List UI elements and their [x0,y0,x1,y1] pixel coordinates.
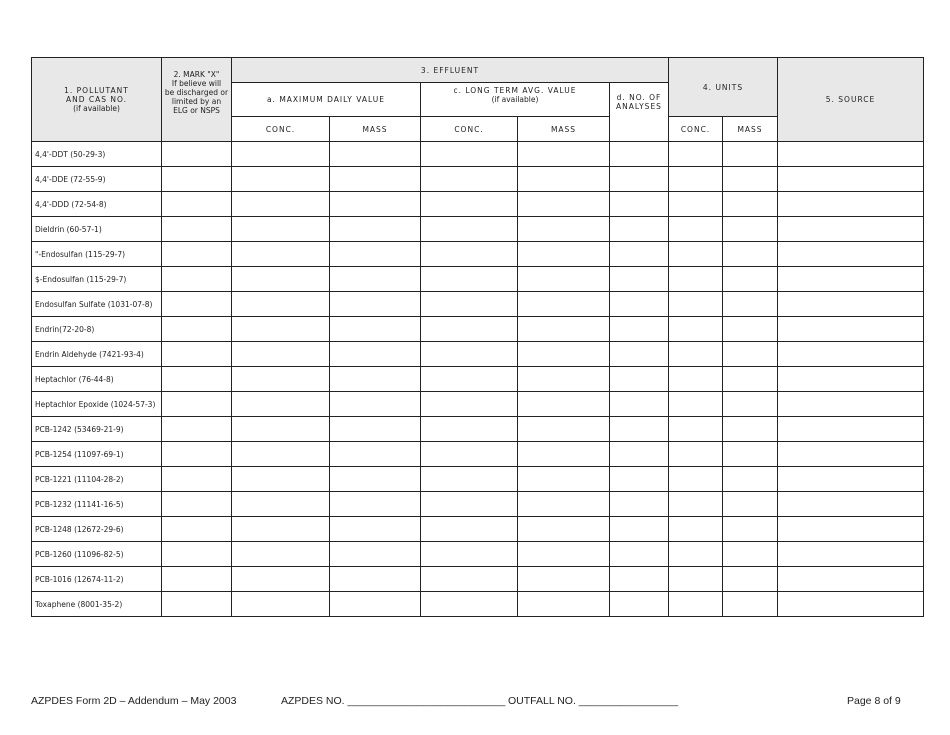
lt-mass-cell[interactable] [518,292,610,317]
max-mass-cell[interactable] [330,542,421,567]
source-cell[interactable] [778,192,924,217]
analyses-cell[interactable] [610,367,669,392]
pollutant-header [32,58,162,142]
table-row [32,342,924,367]
pollutant-name: 4,4'-DDE (72-55-9) [32,167,162,192]
source-cell[interactable] [778,292,924,317]
lt-mass-cell[interactable] [518,442,610,467]
lt-mass-cell[interactable] [518,242,610,267]
header-line: (if available) [491,95,539,104]
units-conc-cell[interactable] [669,492,723,517]
mark-x-header [162,58,232,142]
analyses-cell[interactable] [610,467,669,492]
table-row [32,492,924,517]
mark-x-cell[interactable] [162,567,232,592]
header-line: AND CAS NO. [65,95,127,104]
table-row [32,417,924,442]
lt-mass-cell[interactable] [518,417,610,442]
analyses-cell[interactable] [610,592,669,617]
lt-conc-cell[interactable] [421,542,518,567]
analyses-cell[interactable] [610,317,669,342]
max-mass-cell[interactable] [330,292,421,317]
table-row [32,167,924,192]
max-mass-cell[interactable] [330,367,421,392]
analyses-cell[interactable] [610,517,669,542]
units-mass-cell[interactable] [723,467,778,492]
units-conc-cell[interactable] [669,217,723,242]
max-conc-cell[interactable] [232,592,330,617]
analyses-cell[interactable] [610,217,669,242]
source-cell[interactable] [778,142,924,167]
pollutant-name: Heptachlor Epoxide (1024-57-3) [32,392,162,417]
pollutant-name: 4,4'-DDD (72-54-8) [32,192,162,217]
header-line: 1. POLLUTANT [64,86,129,95]
units-mass-cell[interactable] [723,367,778,392]
lt-conc-cell[interactable] [421,167,518,192]
pollutant-name: PCB-1254 (11097-69-1) [32,442,162,467]
pollutant-name: $-Endosulfan (115-29-7) [32,267,162,292]
form-id: AZPDES Form 2D – Addendum – May 2003 [31,695,237,707]
max-conc-cell[interactable] [232,267,330,292]
pollutant-name: "-Endosulfan (115-29-7) [32,242,162,267]
analyses-header [610,83,669,142]
pollutant-name: PCB-1221 (11104-28-2) [32,467,162,492]
source-cell[interactable] [778,342,924,367]
mark-x-cell[interactable] [162,392,232,417]
units-mass-cell[interactable] [723,492,778,517]
max-mass-cell[interactable] [330,417,421,442]
analyses-cell[interactable] [610,392,669,417]
table-row [32,567,924,592]
analyses-cell[interactable] [610,567,669,592]
analyses-cell[interactable] [610,342,669,367]
units-conc-header: CONC. [669,117,723,142]
units-mass-cell[interactable] [723,567,778,592]
max-conc-cell[interactable] [232,517,330,542]
lt-mass-cell[interactable] [518,317,610,342]
table-row [32,592,924,617]
max-conc-cell[interactable] [232,167,330,192]
lt-conc-cell[interactable] [421,267,518,292]
source-cell[interactable] [778,242,924,267]
lt-mass-cell[interactable] [518,217,610,242]
lt-mass-cell[interactable] [518,367,610,392]
table-row [32,442,924,467]
lt-mass-cell[interactable] [518,492,610,517]
pollutant-name: PCB-1232 (11141-16-5) [32,492,162,517]
source-cell[interactable] [778,167,924,192]
mark-x-cell[interactable] [162,242,232,267]
mark-x-cell[interactable] [162,167,232,192]
max-mass-cell[interactable] [330,567,421,592]
lt-conc-header: CONC. [421,117,518,142]
header-line: (if available) [73,104,120,113]
max-conc-cell[interactable] [232,217,330,242]
source-cell[interactable] [778,542,924,567]
units-mass-cell[interactable] [723,542,778,567]
lt-conc-cell[interactable] [421,292,518,317]
lt-conc-cell[interactable] [421,492,518,517]
mark-x-cell[interactable] [162,467,232,492]
units-mass-cell[interactable] [723,392,778,417]
mark-x-cell[interactable] [162,542,232,567]
max-mass-cell[interactable] [330,392,421,417]
units-mass-cell[interactable] [723,267,778,292]
max-conc-cell[interactable] [232,142,330,167]
lt-mass-cell[interactable] [518,192,610,217]
pollutant-name: Toxaphene (8001-35-2) [32,592,162,617]
lt-conc-cell[interactable] [421,417,518,442]
table-row [32,192,924,217]
source-cell[interactable] [778,267,924,292]
lt-conc-cell[interactable] [421,242,518,267]
max-mass-cell[interactable] [330,217,421,242]
analyses-cell[interactable] [610,242,669,267]
units-conc-cell[interactable] [669,242,723,267]
units-mass-cell[interactable] [723,292,778,317]
source-cell[interactable] [778,492,924,517]
max-conc-cell[interactable] [232,242,330,267]
units-conc-cell[interactable] [669,167,723,192]
max-mass-cell[interactable] [330,317,421,342]
max-mass-header: MASS [330,117,421,142]
units-header: 4. UNITS [669,58,778,117]
lt-conc-cell[interactable] [421,367,518,392]
units-conc-cell[interactable] [669,542,723,567]
pollutant-name: PCB-1260 (11096-82-5) [32,542,162,567]
table-row [32,292,924,317]
max-conc-cell[interactable] [232,292,330,317]
units-mass-cell[interactable] [723,417,778,442]
units-conc-cell[interactable] [669,142,723,167]
header-line: d. NO. OF [616,93,662,102]
units-mass-cell[interactable] [723,242,778,267]
lt-conc-cell[interactable] [421,192,518,217]
units-mass-cell[interactable] [723,192,778,217]
units-conc-cell[interactable] [669,442,723,467]
lt-mass-cell[interactable] [518,542,610,567]
max-conc-cell[interactable] [232,417,330,442]
lt-conc-cell[interactable] [421,517,518,542]
header-line: limited by an [171,97,222,106]
max-mass-cell[interactable] [330,517,421,542]
mark-x-cell[interactable] [162,192,232,217]
analyses-cell[interactable] [610,142,669,167]
source-cell[interactable] [778,217,924,242]
source-cell[interactable] [778,592,924,617]
analyses-cell[interactable] [610,267,669,292]
source-cell[interactable] [778,442,924,467]
lt-conc-cell[interactable] [421,442,518,467]
outfall-number-field: OUTFALL NO. _________________ [508,695,679,707]
max-mass-cell[interactable] [330,442,421,467]
units-conc-cell[interactable] [669,192,723,217]
lt-conc-cell[interactable] [421,342,518,367]
lt-mass-cell[interactable] [518,517,610,542]
mark-x-cell[interactable] [162,342,232,367]
units-conc-cell[interactable] [669,342,723,367]
mark-x-cell[interactable] [162,592,232,617]
table-row [32,392,924,417]
lt-conc-cell[interactable] [421,217,518,242]
max-mass-cell[interactable] [330,267,421,292]
analyses-cell[interactable] [610,192,669,217]
source-cell[interactable] [778,467,924,492]
analyses-cell[interactable] [610,492,669,517]
units-mass-cell[interactable] [723,167,778,192]
table-row [32,267,924,292]
lt-mass-cell[interactable] [518,342,610,367]
max-mass-cell[interactable] [330,592,421,617]
long-term-header [421,83,610,117]
effluent-header: 3. EFFLUENT [232,58,669,83]
mark-x-cell[interactable] [162,217,232,242]
units-mass-cell[interactable] [723,217,778,242]
pollutant-name: Endrin(72-20-8) [32,317,162,342]
lt-conc-cell[interactable] [421,467,518,492]
mark-x-cell[interactable] [162,142,232,167]
header-line: be discharged or [164,88,229,97]
max-mass-cell[interactable] [330,467,421,492]
units-conc-cell[interactable] [669,517,723,542]
units-conc-cell[interactable] [669,417,723,442]
header-line: 2. MARK "X" [173,70,220,79]
analyses-cell[interactable] [610,442,669,467]
lt-mass-cell[interactable] [518,167,610,192]
lt-mass-cell[interactable] [518,142,610,167]
source-cell[interactable] [778,517,924,542]
units-conc-cell[interactable] [669,567,723,592]
max-conc-header: CONC. [232,117,330,142]
mark-x-cell[interactable] [162,317,232,342]
units-mass-cell[interactable] [723,442,778,467]
analyses-cell[interactable] [610,542,669,567]
units-conc-cell[interactable] [669,592,723,617]
max-mass-cell[interactable] [330,242,421,267]
max-conc-cell[interactable] [232,342,330,367]
mark-x-cell[interactable] [162,442,232,467]
max-conc-cell[interactable] [232,442,330,467]
units-mass-cell[interactable] [723,317,778,342]
mark-x-cell[interactable] [162,492,232,517]
lt-mass-cell[interactable] [518,467,610,492]
pollutant-name: Dieldrin (60-57-1) [32,217,162,242]
lt-mass-cell[interactable] [518,592,610,617]
lt-conc-cell[interactable] [421,317,518,342]
lt-conc-cell[interactable] [421,592,518,617]
mark-x-cell[interactable] [162,267,232,292]
pollutant-name: Endrin Aldehyde (7421-93-4) [32,342,162,367]
header-line: c. LONG TERM AVG. VALUE [453,86,577,95]
lt-conc-cell[interactable] [421,567,518,592]
azpdes-number-field: AZPDES NO. ___________________________ [281,695,506,707]
table-row [32,517,924,542]
pollutant-name: Heptachlor (76-44-8) [32,367,162,392]
units-conc-cell[interactable] [669,367,723,392]
max-conc-cell[interactable] [232,567,330,592]
pollutant-name: Endosulfan Sulfate (1031-07-8) [32,292,162,317]
table-row [32,317,924,342]
pollutant-name: 4,4'-DDT (50-29-3) [32,142,162,167]
max-mass-cell[interactable] [330,342,421,367]
table-row [32,142,924,167]
max-mass-cell[interactable] [330,492,421,517]
source-cell[interactable] [778,367,924,392]
lt-mass-cell[interactable] [518,392,610,417]
units-mass-cell[interactable] [723,142,778,167]
table-row [32,467,924,492]
source-cell[interactable] [778,417,924,442]
lt-conc-cell[interactable] [421,392,518,417]
analyses-cell[interactable] [610,417,669,442]
max-mass-cell[interactable] [330,142,421,167]
max-conc-cell[interactable] [232,317,330,342]
units-conc-cell[interactable] [669,267,723,292]
max-daily-header: a. MAXIMUM DAILY VALUE [232,83,421,117]
pollutant-name: PCB-1016 (12674-11-2) [32,567,162,592]
max-conc-cell[interactable] [232,192,330,217]
max-conc-cell[interactable] [232,467,330,492]
table-row [32,217,924,242]
mark-x-cell[interactable] [162,367,232,392]
max-mass-cell[interactable] [330,167,421,192]
mark-x-cell[interactable] [162,517,232,542]
mark-x-cell[interactable] [162,417,232,442]
table-row [32,367,924,392]
analyses-cell[interactable] [610,292,669,317]
header-line: ANALYSES [616,102,662,111]
max-conc-cell[interactable] [232,392,330,417]
lt-conc-cell[interactable] [421,142,518,167]
pollutant-name: PCB-1248 (12672-29-6) [32,517,162,542]
units-conc-cell[interactable] [669,317,723,342]
header-line: ELG or NSPS [173,106,220,115]
lt-mass-cell[interactable] [518,267,610,292]
mark-x-cell[interactable] [162,292,232,317]
table-row [32,542,924,567]
units-mass-cell[interactable] [723,517,778,542]
lt-mass-cell[interactable] [518,567,610,592]
units-conc-cell[interactable] [669,467,723,492]
units-conc-cell[interactable] [669,292,723,317]
source-header: 5. SOURCE [778,58,924,142]
pollutant-name: PCB-1242 (53469-21-9) [32,417,162,442]
table-row [32,242,924,267]
source-cell[interactable] [778,567,924,592]
max-conc-cell[interactable] [232,492,330,517]
pollutant-table [31,57,924,617]
max-mass-cell[interactable] [330,192,421,217]
header-line: If believe will [171,79,222,88]
analyses-cell[interactable] [610,167,669,192]
units-mass-cell[interactable] [723,592,778,617]
units-mass-cell[interactable] [723,342,778,367]
units-mass-header: MASS [723,117,778,142]
max-conc-cell[interactable] [232,367,330,392]
source-cell[interactable] [778,317,924,342]
max-conc-cell[interactable] [232,542,330,567]
source-cell[interactable] [778,392,924,417]
lt-mass-header: MASS [518,117,610,142]
units-conc-cell[interactable] [669,392,723,417]
page-number: Page 8 of 9 [847,695,901,707]
